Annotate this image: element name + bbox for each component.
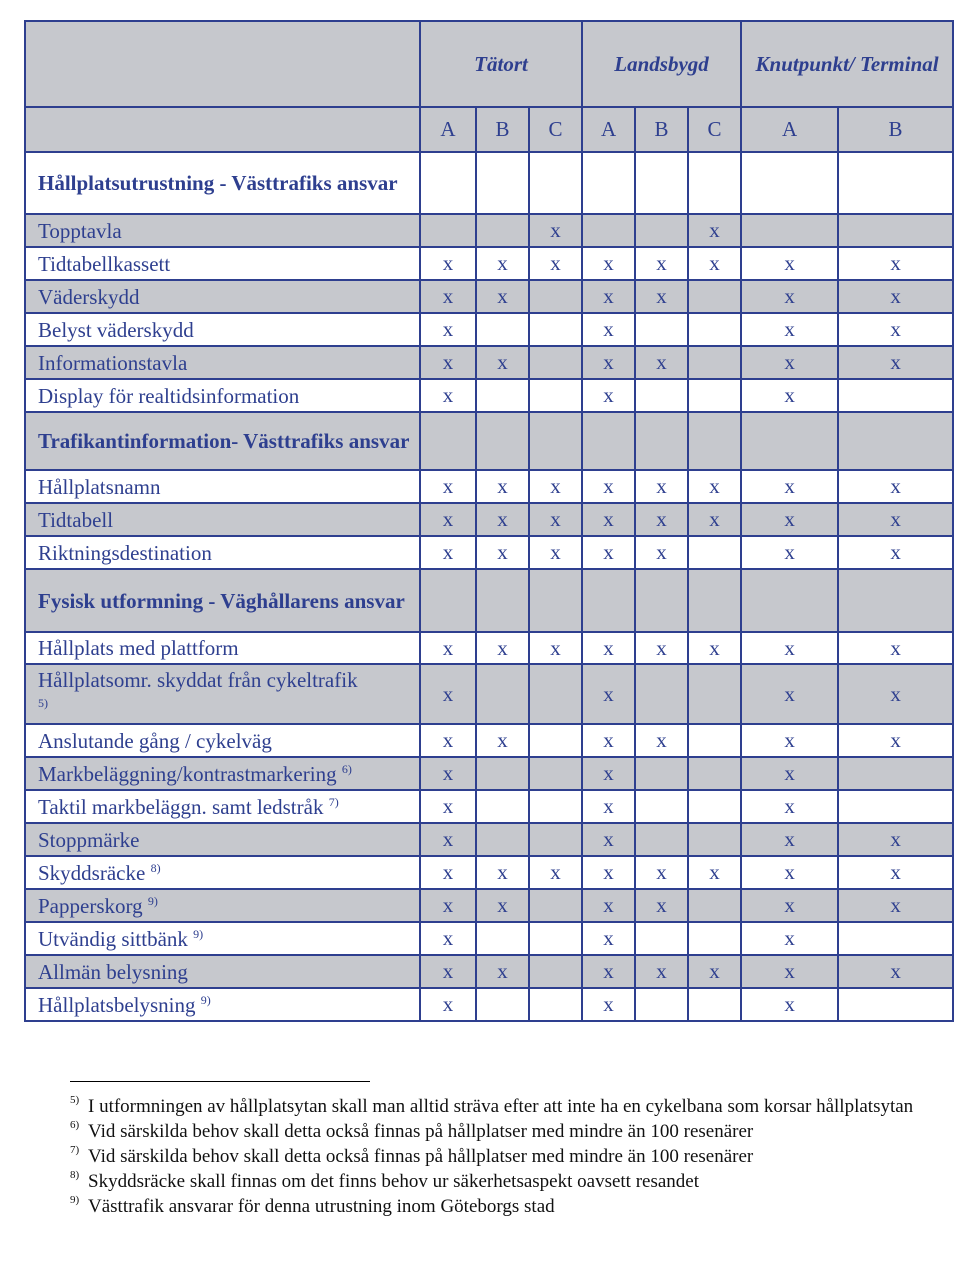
row-label (25, 379, 420, 412)
mark-cell (476, 313, 529, 346)
mark-cell (635, 313, 688, 346)
mark-cell: x (582, 247, 635, 280)
mark-cell: x (420, 922, 476, 955)
mark-cell: x (635, 632, 688, 664)
mark-cell (529, 280, 582, 313)
row-label-text: Hållplatsutrustning - Västtrafiks ansvar (38, 171, 398, 195)
footnote-ref: 6) (341, 761, 352, 776)
table-row (25, 988, 953, 1021)
mark-cell: x (529, 503, 582, 536)
mark-cell (688, 569, 741, 632)
table-row (25, 632, 953, 664)
mark-cell: x (838, 856, 953, 889)
mark-cell: x (476, 856, 529, 889)
mark-cell: x (582, 313, 635, 346)
mark-cell (476, 379, 529, 412)
mark-cell: x (420, 470, 476, 503)
footnote-number: 6) (70, 1119, 80, 1131)
mark-cell (529, 922, 582, 955)
row-label-text: Hållplats med plattform (38, 636, 239, 660)
row-label-text: Hållplatsbelysning (38, 992, 196, 1017)
mark-cell (529, 664, 582, 724)
table-row (25, 313, 953, 346)
mark-cell: x (420, 536, 476, 569)
mark-cell: x (529, 856, 582, 889)
mark-cell: x (420, 757, 476, 790)
mark-cell: x (741, 790, 838, 823)
table-row (25, 757, 953, 790)
sub-header: C (688, 107, 741, 152)
mark-cell (688, 724, 741, 757)
footnote-ref: 8) (150, 860, 161, 875)
mark-cell: x (420, 247, 476, 280)
sub-header: B (476, 107, 529, 152)
mark-cell: x (529, 536, 582, 569)
mark-cell: x (420, 280, 476, 313)
mark-cell: x (476, 470, 529, 503)
mark-cell: x (476, 536, 529, 569)
row-label-text: Topptavla (38, 218, 122, 243)
mark-cell (688, 889, 741, 922)
mark-cell (529, 346, 582, 379)
footnote-number: 5) (70, 1094, 80, 1106)
footnote-number: 8) (70, 1169, 80, 1181)
footnote (70, 1119, 950, 1144)
mark-cell: x (476, 632, 529, 664)
footnote-text: Skyddsräcke skall finnas om det finns behov ur säkerhetsaspekt oavsett resandet (88, 1171, 700, 1192)
mark-cell (838, 790, 953, 823)
table-row (25, 823, 953, 856)
mark-cell (741, 214, 838, 247)
mark-cell (529, 757, 582, 790)
table-row (25, 790, 953, 823)
row-label-text: Utvändig sittbänk (38, 926, 188, 951)
sub-header: A (741, 107, 838, 152)
sub-header: C (529, 107, 582, 152)
mark-cell (476, 664, 529, 724)
mark-cell: x (838, 346, 953, 379)
mark-cell (476, 823, 529, 856)
mark-cell: x (529, 247, 582, 280)
mark-cell (476, 152, 529, 214)
row-label (25, 280, 420, 313)
footnote-ref: 5) (38, 696, 48, 710)
mark-cell: x (420, 724, 476, 757)
mark-cell: x (582, 664, 635, 724)
mark-cell: x (420, 955, 476, 988)
mark-cell: x (838, 470, 953, 503)
group-header-row (25, 21, 953, 107)
footnote-text: Vid särskilda behov skall detta också finnas på hållplatser med mindre än 100 resenärer (88, 1146, 754, 1167)
mark-cell: x (582, 955, 635, 988)
mark-cell: x (420, 856, 476, 889)
row-label-text: Display för realtidsinformation (38, 383, 300, 408)
mark-cell (635, 569, 688, 632)
mark-cell (838, 757, 953, 790)
row-label (25, 724, 420, 757)
mark-cell: x (420, 503, 476, 536)
mark-cell (476, 757, 529, 790)
mark-cell (529, 569, 582, 632)
mark-cell: x (688, 214, 741, 247)
mark-cell: x (741, 856, 838, 889)
mark-cell (582, 214, 635, 247)
mark-cell: x (582, 856, 635, 889)
mark-cell: x (582, 922, 635, 955)
mark-cell (688, 757, 741, 790)
row-label-text: Trafikantinformation- Västtrafiks ansvar (38, 429, 410, 453)
mark-cell (529, 889, 582, 922)
mark-cell: x (582, 280, 635, 313)
row-label (25, 856, 420, 889)
mark-cell: x (420, 790, 476, 823)
mark-cell: x (476, 280, 529, 313)
table-row (25, 470, 953, 503)
mark-cell: x (582, 889, 635, 922)
mark-cell (688, 823, 741, 856)
table-row (25, 280, 953, 313)
mark-cell: x (529, 632, 582, 664)
row-label (25, 214, 420, 247)
mark-cell: x (476, 503, 529, 536)
group-header-landsbygd: Landsbygd (582, 21, 741, 107)
mark-cell: x (838, 280, 953, 313)
mark-cell: x (838, 823, 953, 856)
table-row (25, 889, 953, 922)
row-label (25, 823, 420, 856)
mark-cell: x (582, 346, 635, 379)
mark-cell: x (688, 955, 741, 988)
sub-header: B (635, 107, 688, 152)
mark-cell: x (838, 632, 953, 664)
mark-cell (688, 379, 741, 412)
mark-cell: x (838, 724, 953, 757)
row-label (25, 470, 420, 503)
mark-cell: x (582, 503, 635, 536)
mark-cell: x (635, 856, 688, 889)
row-label-text: Allmän belysning (38, 959, 188, 984)
row-label (25, 503, 420, 536)
section-label (25, 152, 420, 214)
mark-cell: x (582, 379, 635, 412)
row-label (25, 313, 420, 346)
mark-cell: x (741, 889, 838, 922)
mark-cell (688, 988, 741, 1021)
mark-cell (838, 379, 953, 412)
mark-cell (635, 214, 688, 247)
row-label (25, 664, 420, 724)
mark-cell: x (635, 247, 688, 280)
corner-cell-2 (25, 107, 420, 152)
mark-cell (529, 790, 582, 823)
table-row (25, 346, 953, 379)
mark-cell: x (741, 313, 838, 346)
mark-cell (529, 955, 582, 988)
mark-cell: x (420, 988, 476, 1021)
table-row (25, 856, 953, 889)
mark-cell: x (741, 823, 838, 856)
mark-cell: x (476, 889, 529, 922)
section-label (25, 569, 420, 632)
mark-cell: x (476, 955, 529, 988)
mark-cell (838, 569, 953, 632)
mark-cell (688, 536, 741, 569)
footnote-text: I utformningen av hållplatsytan skall man alltid sträva efter att inte ha en cykelbana som korsar hållplatsytan (88, 1096, 914, 1117)
row-label-text: Informationstavla (38, 350, 188, 375)
mark-cell: x (635, 280, 688, 313)
footnote (70, 1144, 950, 1169)
footnote-ref: 9) (147, 893, 158, 908)
footnote-number: 9) (70, 1194, 80, 1206)
row-label-text: Belyst väderskydd (38, 317, 194, 342)
sub-header: A (420, 107, 476, 152)
mark-cell: x (582, 823, 635, 856)
mark-cell (476, 790, 529, 823)
section-row (25, 152, 953, 214)
row-label (25, 790, 420, 823)
stop-equipment-table (24, 20, 954, 1022)
mark-cell (529, 724, 582, 757)
mark-cell: x (635, 889, 688, 922)
mark-cell: x (741, 379, 838, 412)
footnote (70, 1194, 950, 1219)
mark-cell (635, 379, 688, 412)
mark-cell (741, 152, 838, 214)
mark-cell: x (741, 503, 838, 536)
mark-cell (688, 664, 741, 724)
mark-cell (582, 412, 635, 470)
mark-cell: x (741, 664, 838, 724)
mark-cell (420, 569, 476, 632)
sub-header: B (838, 107, 953, 152)
mark-cell (688, 346, 741, 379)
footnote-number: 7) (70, 1144, 80, 1156)
footnote-ref: 9) (193, 926, 204, 941)
row-label-text: Hållplatsomr. skyddat från cykeltrafik (38, 668, 358, 692)
mark-cell (838, 988, 953, 1021)
footnote-text: Vid särskilda behov skall detta också finnas på hållplatser med mindre än 100 resenärer (88, 1121, 754, 1142)
row-label-text: Fysisk utformning - Väghållarens ansvar (38, 588, 405, 613)
mark-cell (635, 412, 688, 470)
mark-cell: x (838, 247, 953, 280)
mark-cell (476, 412, 529, 470)
mark-cell: x (582, 632, 635, 664)
mark-cell: x (635, 470, 688, 503)
mark-cell (688, 280, 741, 313)
mark-cell (476, 988, 529, 1021)
table-row (25, 536, 953, 569)
mark-cell: x (741, 757, 838, 790)
mark-cell: x (741, 247, 838, 280)
row-label (25, 757, 420, 790)
mark-cell (838, 922, 953, 955)
row-label (25, 889, 420, 922)
section-row (25, 569, 953, 632)
mark-cell: x (582, 757, 635, 790)
mark-cell (529, 152, 582, 214)
mark-cell: x (838, 536, 953, 569)
mark-cell: x (476, 247, 529, 280)
mark-cell (838, 214, 953, 247)
mark-cell: x (420, 313, 476, 346)
mark-cell: x (476, 724, 529, 757)
footnote-ref: 9) (200, 992, 211, 1007)
mark-cell (741, 412, 838, 470)
mark-cell (420, 412, 476, 470)
mark-cell: x (838, 664, 953, 724)
table-row (25, 922, 953, 955)
mark-cell: x (635, 955, 688, 988)
footnote (70, 1169, 950, 1194)
row-label-text: Papperskorg (38, 893, 143, 918)
mark-cell: x (635, 503, 688, 536)
sub-header: A (582, 107, 635, 152)
footnote (70, 1094, 950, 1119)
mark-cell (838, 412, 953, 470)
table-row (25, 724, 953, 757)
mark-cell: x (741, 346, 838, 379)
mark-cell: x (741, 632, 838, 664)
mark-cell: x (582, 724, 635, 757)
mark-cell: x (582, 536, 635, 569)
mark-cell: x (838, 889, 953, 922)
mark-cell: x (420, 664, 476, 724)
row-label-text: Stoppmärke (38, 827, 140, 852)
mark-cell (635, 922, 688, 955)
mark-cell: x (741, 922, 838, 955)
row-label-text: Hållplatsnamn (38, 474, 161, 499)
mark-cell: x (420, 632, 476, 664)
mark-cell (688, 790, 741, 823)
mark-cell: x (741, 470, 838, 503)
mark-cell (635, 664, 688, 724)
mark-cell (420, 152, 476, 214)
mark-cell: x (741, 724, 838, 757)
table-body (25, 21, 953, 1021)
footnote-text: Västtrafik ansvarar för denna utrustning inom Göteborgs stad (88, 1196, 555, 1217)
mark-cell (838, 152, 953, 214)
mark-cell: x (420, 889, 476, 922)
mark-cell: x (688, 503, 741, 536)
mark-cell (476, 922, 529, 955)
group-header-tatort: Tätort (420, 21, 582, 107)
mark-cell (476, 569, 529, 632)
mark-cell (741, 569, 838, 632)
row-label (25, 536, 420, 569)
section-row (25, 412, 953, 470)
mark-cell (688, 412, 741, 470)
mark-cell: x (529, 470, 582, 503)
mark-cell (635, 823, 688, 856)
mark-cell: x (741, 280, 838, 313)
mark-cell (476, 214, 529, 247)
footnote-divider (70, 1081, 370, 1082)
table-row (25, 503, 953, 536)
mark-cell (635, 790, 688, 823)
mark-cell: x (741, 955, 838, 988)
table-row (25, 247, 953, 280)
sub-header-row (25, 107, 953, 152)
mark-cell: x (582, 988, 635, 1021)
mark-cell (688, 152, 741, 214)
row-label-text: Skyddsräcke (38, 860, 146, 885)
mark-cell: x (582, 470, 635, 503)
mark-cell (529, 988, 582, 1021)
row-label-text: Riktningsdestination (38, 540, 212, 565)
row-label (25, 346, 420, 379)
mark-cell: x (838, 503, 953, 536)
table-row (25, 664, 953, 724)
mark-cell (688, 922, 741, 955)
mark-cell (635, 757, 688, 790)
mark-cell: x (688, 632, 741, 664)
mark-cell: x (635, 724, 688, 757)
mark-cell (529, 379, 582, 412)
mark-cell: x (838, 313, 953, 346)
mark-cell: x (420, 823, 476, 856)
mark-cell: x (688, 856, 741, 889)
mark-cell: x (688, 247, 741, 280)
row-label-text: Tidtabell (38, 507, 114, 532)
row-label-text: Väderskydd (38, 284, 140, 309)
mark-cell (420, 214, 476, 247)
section-label (25, 412, 420, 470)
row-label (25, 247, 420, 280)
row-label-text: Taktil markbeläggn. samt ledstråk (38, 794, 324, 819)
mark-cell (688, 313, 741, 346)
mark-cell: x (529, 214, 582, 247)
mark-cell: x (476, 346, 529, 379)
row-label-text: Markbeläggning/kontrastmarkering (38, 761, 337, 786)
row-label (25, 632, 420, 664)
mark-cell: x (741, 988, 838, 1021)
mark-cell: x (741, 536, 838, 569)
mark-cell (582, 569, 635, 632)
table-row (25, 214, 953, 247)
mark-cell: x (838, 955, 953, 988)
table-row (25, 379, 953, 412)
mark-cell: x (582, 790, 635, 823)
footnote-ref: 7) (328, 794, 339, 809)
row-label (25, 955, 420, 988)
group-header-knutpunkt: Knutpunkt/ Terminal (741, 21, 953, 107)
mark-cell (529, 412, 582, 470)
mark-cell: x (635, 346, 688, 379)
mark-cell (582, 152, 635, 214)
mark-cell (529, 823, 582, 856)
row-label (25, 988, 420, 1021)
mark-cell: x (420, 379, 476, 412)
row-label (25, 922, 420, 955)
mark-cell (635, 152, 688, 214)
corner-cell (25, 21, 420, 107)
row-label-text: Tidtabellkassett (38, 251, 171, 276)
table-row (25, 955, 953, 988)
mark-cell (635, 988, 688, 1021)
mark-cell: x (420, 346, 476, 379)
mark-cell: x (635, 536, 688, 569)
row-label-text: Anslutande gång / cykelväg (38, 728, 272, 753)
mark-cell: x (688, 470, 741, 503)
mark-cell (529, 313, 582, 346)
footnotes (70, 1094, 950, 1219)
